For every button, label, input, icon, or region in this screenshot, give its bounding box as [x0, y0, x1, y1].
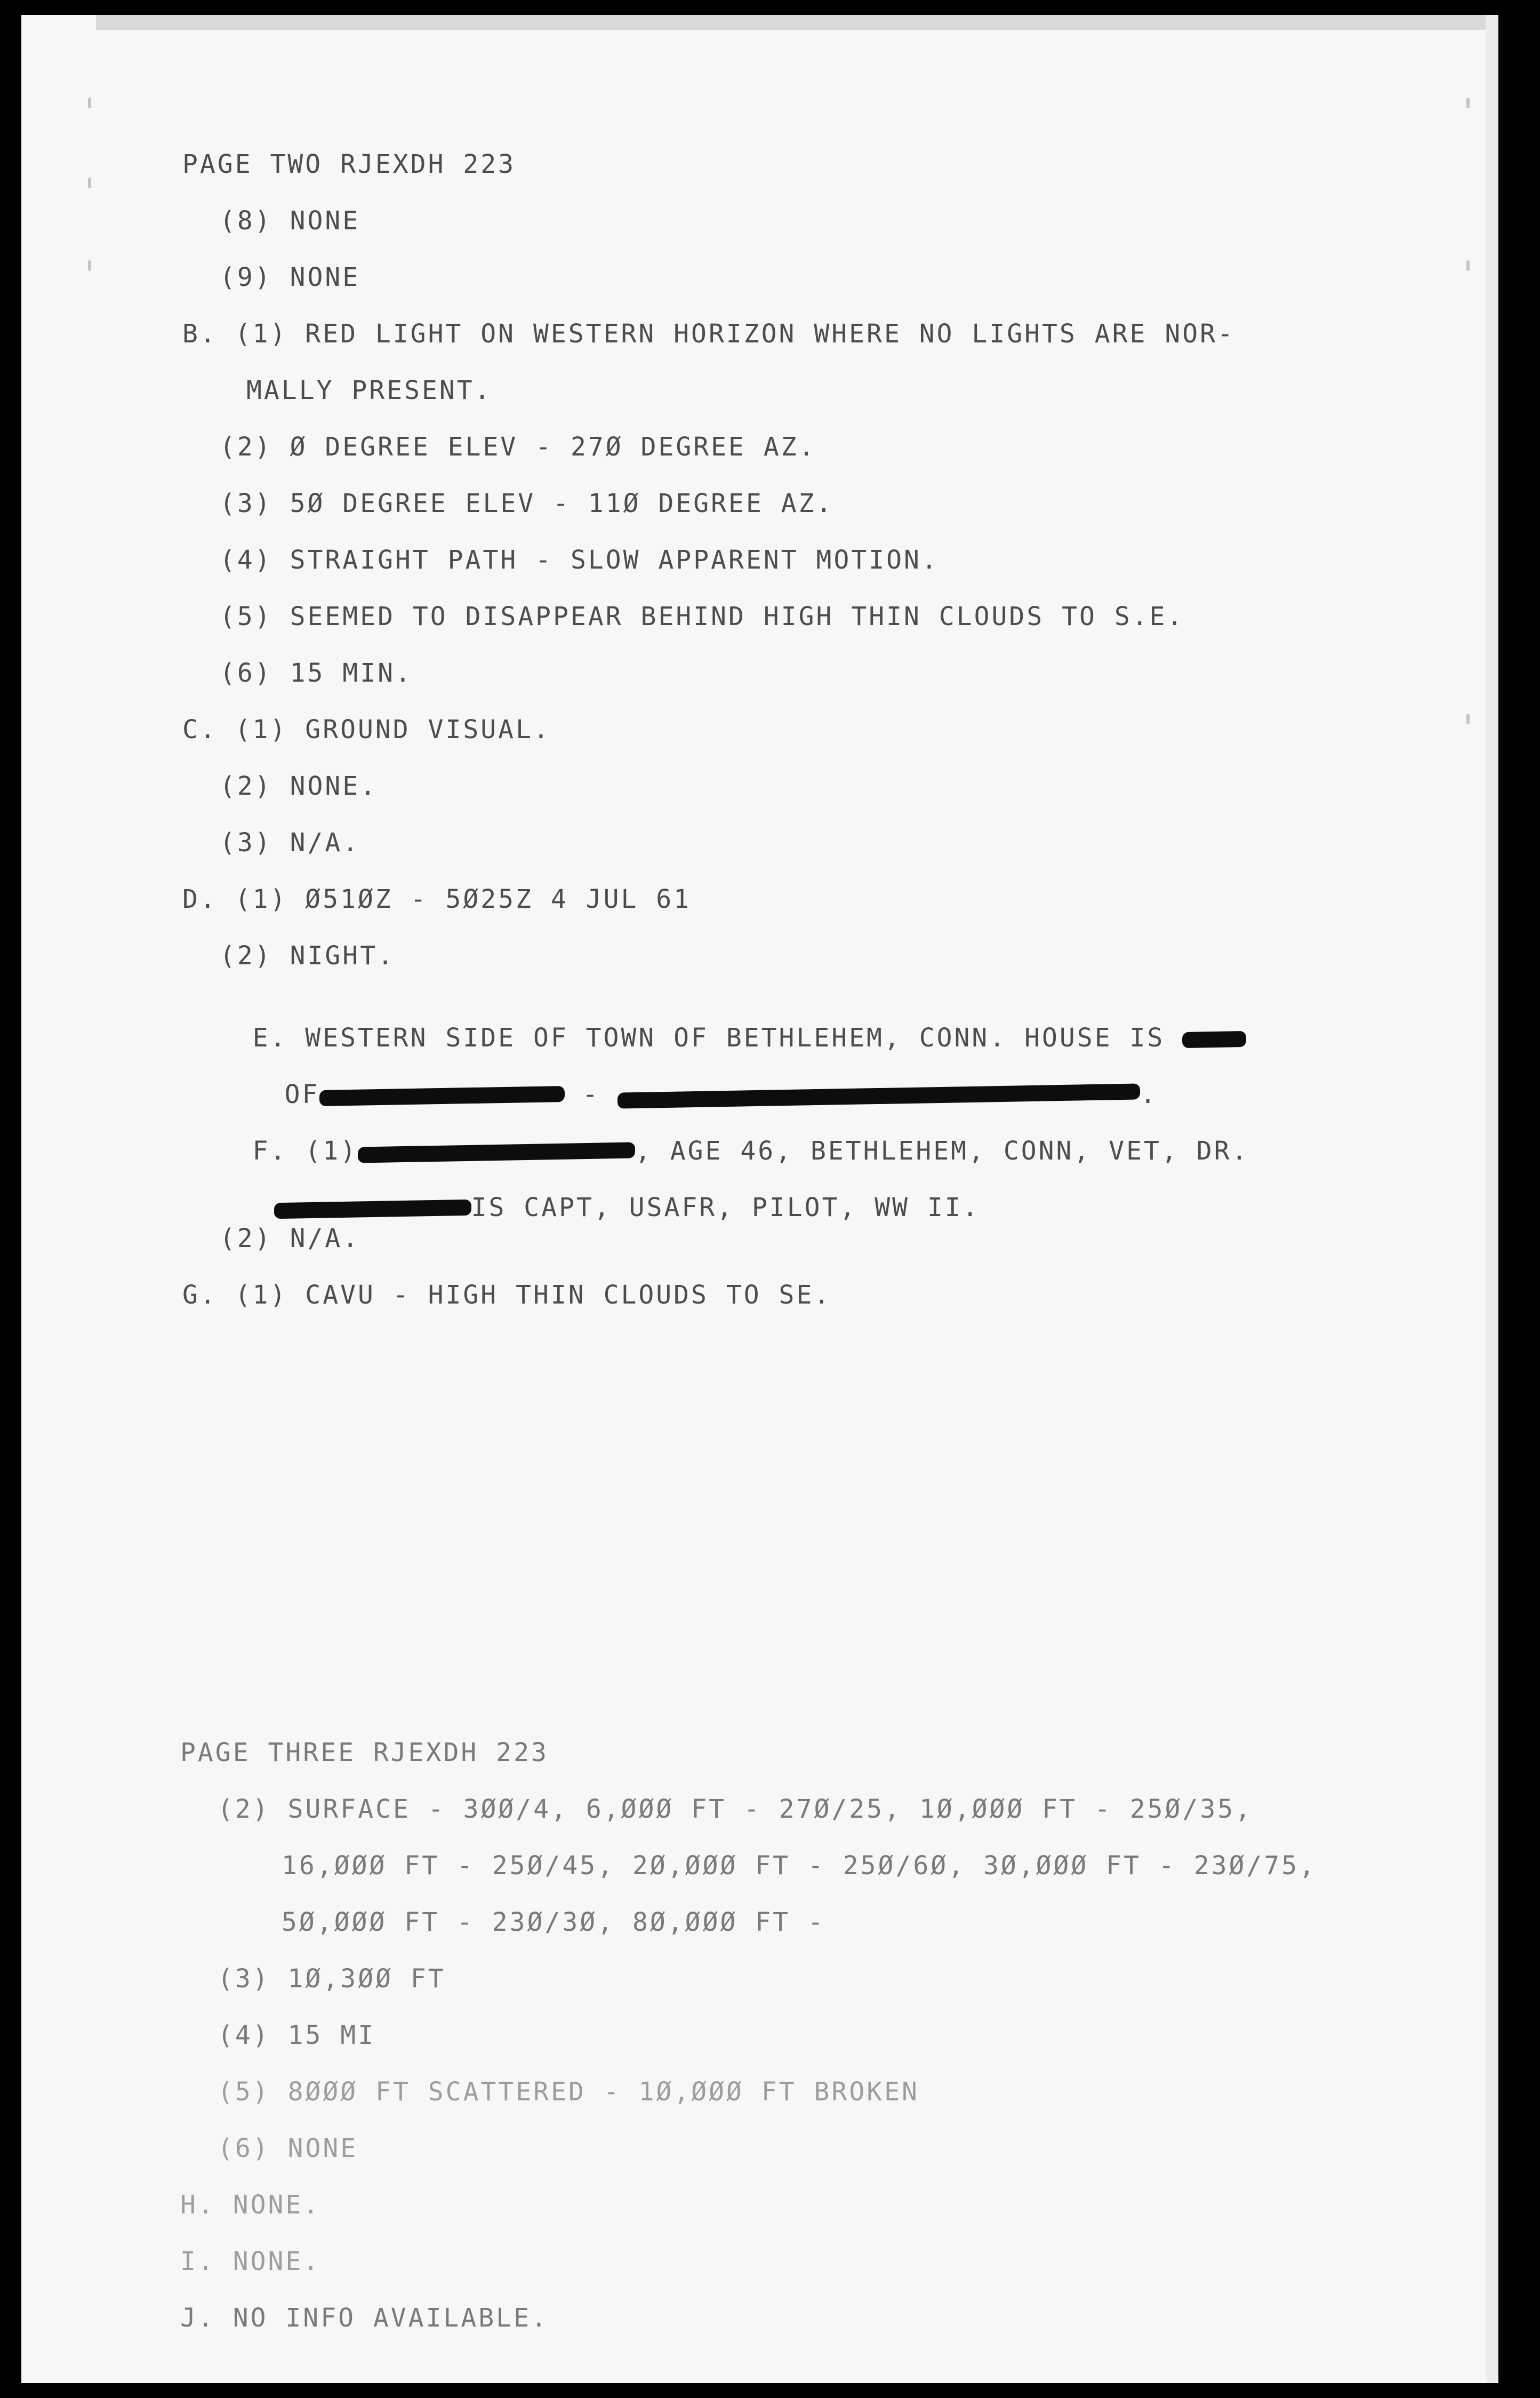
- redaction-bar: [274, 1200, 471, 1219]
- item-g1: G. (1) CAVU - HIGH THIN CLOUDS TO SE.: [182, 1280, 832, 1310]
- item-c2: (2) NONE.: [220, 771, 378, 801]
- top-shadow: [96, 15, 1493, 30]
- item-b2: (2) Ø DEGREE ELEV - 27Ø DEGREE AZ.: [220, 432, 816, 462]
- margin-mark: [1466, 260, 1470, 271]
- item-a9: (9) NONE: [220, 262, 360, 292]
- redaction-bar: [319, 1086, 565, 1106]
- item-f1-line2-text: IS CAPT, USAFR, PILOT, WW II.: [471, 1193, 980, 1222]
- item-d2: (2) NIGHT.: [220, 941, 395, 971]
- item-e-text: E. WESTERN SIDE OF TOWN OF BETHLEHEM, CONN. HOUSE IS: [252, 1023, 1165, 1053]
- item-d1: D. (1) Ø51ØZ - 5Ø25Z 4 JUL 61: [182, 884, 692, 914]
- item-g3: (3) 1Ø,3ØØ FT: [218, 1964, 446, 1994]
- margin-mark: [88, 178, 91, 188]
- margin-mark: [88, 98, 91, 108]
- item-b4: (4) STRAIGHT PATH - SLOW APPARENT MOTION.: [220, 545, 939, 575]
- item-b6: (6) 15 MIN.: [220, 658, 413, 688]
- item-f1-prefix: F. (1): [252, 1136, 358, 1166]
- right-edge: [1486, 15, 1498, 2383]
- margin-mark: [88, 260, 91, 271]
- item-a8: (8) NONE: [220, 206, 360, 236]
- item-c1: C. (1) GROUND VISUAL.: [182, 715, 551, 745]
- item-g2-line1: (2) SURFACE - 3ØØ/4, 6,ØØØ FT - 27Ø/25, 1Ø,ØØØ FT - 25Ø/35,: [218, 1794, 1253, 1824]
- redaction-bar: [358, 1142, 635, 1163]
- item-e-dash: -: [582, 1080, 600, 1109]
- item-e-prefix: OF: [284, 1080, 320, 1109]
- item-h: H. NONE.: [180, 2190, 321, 2220]
- item-g6: (6) NONE: [218, 2133, 358, 2163]
- redaction-bar: [1182, 1031, 1246, 1048]
- item-f1-suffix: , AGE 46, BETHLEHEM, CONN, VET, DR.: [635, 1136, 1249, 1166]
- page-two-header: PAGE TWO RJEXDH 223: [182, 149, 516, 179]
- item-b1-line2: MALLY PRESENT.: [246, 375, 492, 405]
- page-three-header: PAGE THREE RJEXDH 223: [180, 1738, 549, 1768]
- item-g5: (5) 8ØØØ FT SCATTERED - 1Ø,ØØØ FT BROKEN: [218, 2077, 919, 2107]
- item-i: I. NONE.: [180, 2247, 321, 2276]
- document-sheet: [21, 15, 1498, 2383]
- item-b3: (3) 5Ø DEGREE ELEV - 11Ø DEGREE AZ.: [220, 489, 834, 518]
- item-j: J. NO INFO AVAILABLE.: [180, 2303, 549, 2333]
- item-g4: (4) 15 MI: [218, 2020, 376, 2050]
- margin-mark: [1466, 98, 1470, 108]
- item-f2: (2) N/A.: [220, 1224, 360, 1253]
- margin-mark: [1466, 714, 1470, 724]
- item-g2-line2: 16,ØØØ FT - 25Ø/45, 2Ø,ØØØ FT - 25Ø/6Ø, 3Ø,ØØØ FT - 23Ø/75,: [282, 1851, 1317, 1881]
- redaction-bar: [617, 1083, 1140, 1108]
- item-e-end: .: [1140, 1080, 1158, 1109]
- item-g2-line3: 5Ø,ØØØ FT - 23Ø/3Ø, 8Ø,ØØØ FT -: [282, 1907, 825, 1937]
- item-c3: (3) N/A.: [220, 828, 360, 858]
- item-b5: (5) SEEMED TO DISAPPEAR BEHIND HIGH THIN CLOUDS TO S.E.: [220, 602, 1185, 632]
- item-b1-line1: B. (1) RED LIGHT ON WESTERN HORIZON WHERE NO LIGHTS ARE NOR-: [182, 319, 1235, 349]
